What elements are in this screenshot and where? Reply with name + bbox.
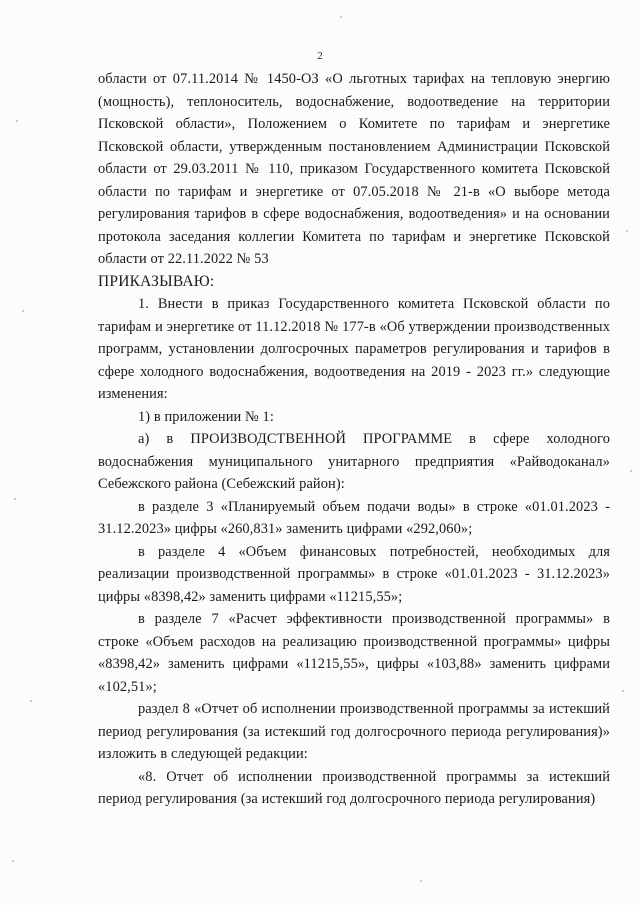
paragraph-report-heading: «8. Отчет об исполнении производственной программы за истекший период регулирования (за истекший год долгосрочного периода регулирования) [98, 768, 610, 807]
scan-speck [622, 690, 624, 692]
paragraph-subitem-a: а) в ПРОИЗВОДСТВЕННОЙ ПРОГРАММЕ в сфере холодного водоснабжения муниципального унитарного предприятия «Райводоканал» Себежского района (Себежский район): [98, 431, 610, 492]
order-heading: ПРИКАЗЫВАЮ: [98, 272, 215, 290]
paragraph-section-4: в разделе 4 «Объем финансовых потребностей, необходимых для реализации производственной программы» в строке «01.01.2023 - 31.12.2023» цифры «8398,42» заменить цифрами «11215,55»; [98, 543, 610, 605]
paragraph-appendix-1: 1) в приложении № 1: [138, 408, 274, 425]
scan-speck [420, 880, 422, 882]
page-number: 2 [317, 50, 323, 62]
paragraph-item-1: 1. Внести в приказ Государственного комитета Псковской области по тарифам и энергетике от 11.12.2018 № 177-в «Об утверждении производственных программ, установлении долгосрочных параметров регулирования и тарифов в сфере холодного водоснабжения, водоотведения на 2019 - 2023 гг.» следующие изменения: [98, 296, 610, 402]
paragraph-section-8: раздел 8 «Отчет об исполнении производственной программы за истекший период регулирования (за истекший год долгосрочного периода регулирования)» изложить в следующей редакции: [98, 701, 610, 762]
scan-speck [22, 310, 24, 312]
paragraph-section-3: в разделе 3 «Планируемый объем подачи воды» в строке «01.01.2023 - 31.12.2023» цифры «260,831» заменить цифрами «292,060»; [98, 498, 610, 537]
scan-speck [340, 16, 342, 18]
paragraph-section-7: в разделе 7 «Расчет эффективности производственной программы» в строке «Объем расходов на реализацию производственной программы» цифры «8398,42» заменить цифрами «11215,55», цифры «103,88» заменить цифрами «102,51»; [98, 611, 610, 695]
document-body [98, 68, 610, 811]
scan-speck [12, 860, 14, 862]
scan-speck [30, 700, 32, 702]
scan-speck [626, 230, 628, 232]
scan-speck [16, 120, 18, 122]
scan-speck [630, 470, 632, 472]
scan-speck [14, 498, 16, 500]
paragraph-legal-basis: области от 07.11.2014 № 1450-ОЗ «О льготных тарифах на тепловую энергию (мощность), теплоноситель, водоснабжение, водоотведение на территории Псковской области», Положением о Комитете по тарифам и энергетике Псковской области, утвержденным постановлением Администрации Псковской области от 29.03.2011 № 110, приказом Государственного комитета Псковской области по тарифам и энергетике от 07.05.2018 № 21-в «О выборе метода регулирования тарифов в сфере водоснабжения, водоотведения» и на основании протокола заседания коллегии Комитета по тарифам и энергетике Псковской области от 22.11.2022 № 53 [98, 71, 610, 267]
